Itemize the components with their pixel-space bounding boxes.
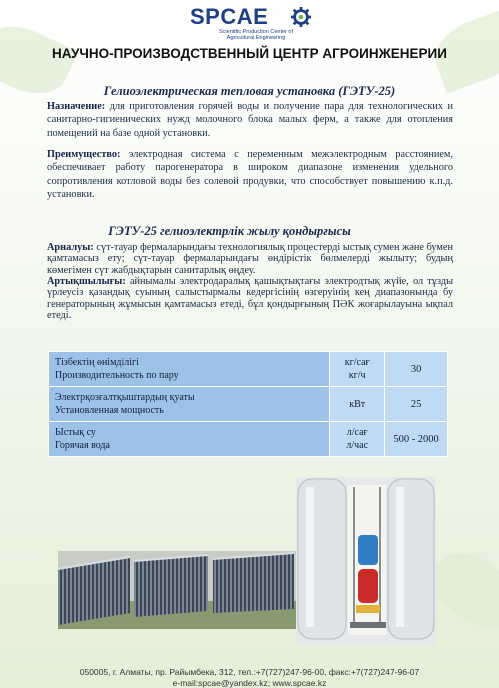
- param-value: 500 - 2000: [385, 422, 448, 457]
- advantage-ru: [47, 148, 453, 202]
- advantage-text-kz: айнымалы электродаралық қашықтықтағы электродтық жүйе, ол тұзды үрлеусіз қазандық суының салыстырмалы кедергісінің өзгеруінің кең диапазонында бу генераторының жұмысын қамтамасыз етеді, бұл қондырғының ПӘК жоғарылауына ықпал етеді.: [47, 276, 453, 322]
- purpose-ru: [47, 100, 453, 140]
- gear-icon: [290, 6, 312, 28]
- table-row: [49, 387, 448, 422]
- param-name: Электрқозғалтқыштардың қуаты Установленная мощность: [49, 387, 330, 422]
- param-name: Тізбектің өнімділігі Производительность по пару: [49, 352, 330, 387]
- param-unit: кг/сағ кг/ч: [330, 352, 385, 387]
- advantage-label-kz: Артықшылығы:: [47, 276, 126, 287]
- table-row: [49, 422, 448, 457]
- spcae-logo: [190, 4, 320, 44]
- table-row: [49, 352, 448, 387]
- param-value: 25: [385, 387, 448, 422]
- purpose-text-ru: для приготовления горячей воды и получение пара для технологических и санитарно-гигиенических нужд молочного блока малых ферм, а также для отопления помещений на базе одной установки.: [47, 101, 453, 139]
- purpose-text-kz: сүт-тауар фермаларындағы технологиялық процестерді ыстық сумен және бумен қамтамасыз ету; сүт-тауар фермаларындағы өндірістік бөлмелерді жылыту; будың көмегімен сүт жабдықтарын санитарлық өңдеу.: [47, 242, 453, 276]
- footer-address: 050005, г. Алматы, пр. Райымбека, 312, тел.:+7(727)247-96-00, факс:+7(727)247-96-07: [79, 667, 420, 677]
- footer-contact: e-mail:spcae@yandex.kz; www.spcae.kz: [172, 678, 327, 688]
- solar-collectors-photo: [58, 551, 296, 629]
- section-title-kz: ГЭТУ-25 гелиоэлектрлік жылу қондырғысы: [108, 224, 351, 238]
- purpose-label-kz: Арналуы:: [47, 242, 94, 253]
- param-unit: л/сағ л/час: [330, 422, 385, 457]
- section-title-ru: Гелиоэлектрическая тепловая установка (ГЭТУ-25): [103, 84, 396, 98]
- spec-table: [48, 351, 448, 457]
- logo-subtitle: Scientific Production Center of Agricultural Engineering: [219, 29, 293, 41]
- param-unit: кВт: [330, 387, 385, 422]
- purpose-kz: [47, 242, 453, 276]
- param-value: 30: [385, 352, 448, 387]
- advantage-text-ru: электродная система с переменным межэлектродным расстоянием, обеспечивает работу парогенератора в широком диапазоне изменения удельного сопротивления котловой воды без солевой продувки, что способствует повышению к.п.д. установки.: [47, 149, 453, 201]
- purpose-label-ru: Назначение:: [47, 101, 106, 112]
- advantage-label-ru: Преимущество:: [47, 149, 121, 160]
- advantage-kz: [47, 276, 453, 322]
- boiler-installation-photo: [296, 477, 436, 645]
- org-title: НАУЧНО-ПРОИЗВОДСТВЕННЫЙ ЦЕНТР АГРОИНЖЕНЕРИИ: [52, 46, 447, 61]
- param-name: Ыстық су Горячая вода: [49, 422, 330, 457]
- logo-word: SPCAE: [190, 4, 269, 29]
